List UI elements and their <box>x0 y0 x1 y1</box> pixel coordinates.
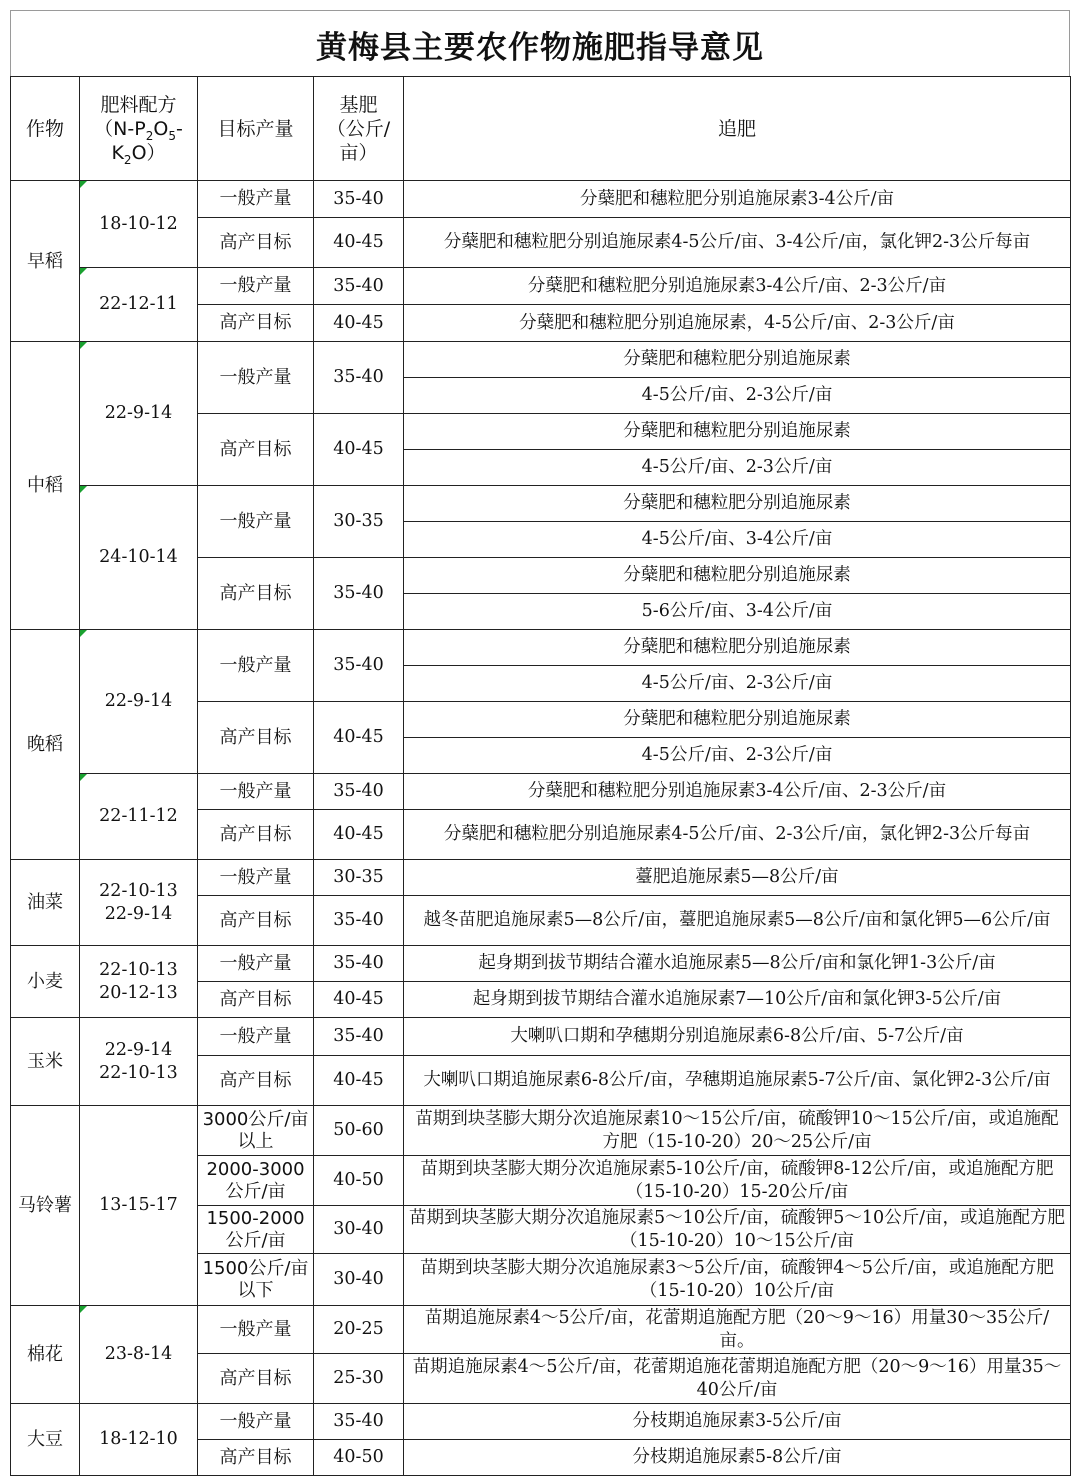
topdress-cell: 4-5公斤/亩、2-3公斤/亩 <box>404 738 1071 774</box>
topdress-cell: 薹肥追施尿素5—8公斤/亩 <box>404 860 1071 896</box>
target-cell: 高产目标 <box>198 702 314 774</box>
header-formula-end: O） <box>131 141 166 164</box>
target-cell: 高产目标 <box>198 558 314 630</box>
base-cell: 35-40 <box>314 342 404 414</box>
formula-line1: 22-10-13 <box>99 880 178 901</box>
topdress-cell: 苗期到块茎膨大期分次追施尿素5～10公斤/亩，硫酸钾5～10公斤/亩，或追施配方肥（15-10-20）10～15公斤/亩 <box>404 1206 1071 1254</box>
target-cell: 一般产量 <box>198 181 314 218</box>
target-cell: 高产目标 <box>198 305 314 342</box>
target-cell: 高产目标 <box>198 414 314 486</box>
target-cell: 一般产量 <box>198 486 314 558</box>
base-cell: 35-40 <box>314 774 404 810</box>
base-cell: 25-30 <box>314 1354 404 1404</box>
header-crop: 作物 <box>11 77 80 181</box>
crop-cell: 小麦 <box>11 946 80 1018</box>
fertilizer-guide-sheet <box>10 10 1070 1468</box>
formula-cell: 22-9-14 <box>80 342 198 486</box>
base-cell: 35-40 <box>314 1404 404 1440</box>
target-cell: 1500公斤/亩以下 <box>198 1254 314 1306</box>
target-cell: 一般产量 <box>198 774 314 810</box>
topdress-cell: 苗期追施尿素4～5公斤/亩，花蕾期追施配方肥（20～9～16）用量30～35公斤/亩。 <box>404 1306 1071 1354</box>
topdress-cell: 分枝期追施尿素3-5公斤/亩 <box>404 1404 1071 1440</box>
header-formula-line3: K <box>111 141 124 164</box>
target-cell: 2000-3000公斤/亩 <box>198 1156 314 1206</box>
base-cell: 40-45 <box>314 414 404 486</box>
formula-cell: 22-9-14 <box>80 630 198 774</box>
header-formula-line1: 肥料配方 <box>100 93 177 116</box>
formula-line1: 22-9-14 <box>104 1039 173 1060</box>
topdress-cell: 分蘖肥和穗粒肥分别追施尿素 <box>404 702 1071 738</box>
target-cell: 一般产量 <box>198 630 314 702</box>
topdress-cell: 4-5公斤/亩、3-4公斤/亩 <box>404 522 1071 558</box>
topdress-cell: 4-5公斤/亩、2-3公斤/亩 <box>404 450 1071 486</box>
topdress-cell: 分蘖肥和穗粒肥分别追施尿素3-4公斤/亩、2-3公斤/亩 <box>404 268 1071 305</box>
topdress-cell: 5-6公斤/亩、3-4公斤/亩 <box>404 594 1071 630</box>
topdress-cell: 苗期到块茎膨大期分次追施尿素10～15公斤/亩，硫酸钾10～15公斤/亩，或追施配方肥（15-10-20）20～25公斤/亩 <box>404 1106 1071 1156</box>
formula-line2: 20-12-13 <box>99 982 178 1003</box>
topdress-cell: 分蘖肥和穗粒肥分别追施尿素4-5公斤/亩、2-3公斤/亩，氯化钾2-3公斤每亩 <box>404 810 1071 860</box>
header-base-line3: 亩） <box>339 141 378 164</box>
crop-cell: 晚稻 <box>11 630 80 860</box>
base-cell: 30-40 <box>314 1206 404 1254</box>
formula-cell: 18-12-10 <box>80 1404 198 1476</box>
topdress-cell: 分枝期追施尿素5-8公斤/亩 <box>404 1440 1071 1476</box>
page-title: 黄梅县主要农作物施肥指导意见 <box>316 29 764 66</box>
target-cell: 1500-2000公斤/亩 <box>198 1206 314 1254</box>
target-cell: 高产目标 <box>198 810 314 860</box>
topdress-cell: 大喇叭口期和孕穗期分别追施尿素6-8公斤/亩、5-7公斤/亩 <box>404 1018 1071 1056</box>
formula-line2: 22-10-13 <box>99 1062 178 1083</box>
crop-cell: 中稻 <box>11 342 80 630</box>
base-cell: 20-25 <box>314 1306 404 1354</box>
base-cell: 35-40 <box>314 268 404 305</box>
base-cell: 35-40 <box>314 558 404 630</box>
table-row <box>11 630 1071 666</box>
base-cell: 30-35 <box>314 486 404 558</box>
formula-cell <box>80 860 198 946</box>
topdress-cell: 分蘖肥和穗粒肥分别追施尿素 <box>404 558 1071 594</box>
base-cell: 40-45 <box>314 702 404 774</box>
crop-cell: 玉米 <box>11 1018 80 1106</box>
target-cell: 一般产量 <box>198 860 314 896</box>
base-cell: 35-40 <box>314 630 404 702</box>
base-cell: 35-40 <box>314 1018 404 1056</box>
topdress-cell: 越冬苗肥追施尿素5—8公斤/亩，薹肥追施尿素5—8公斤/亩和氯化钾5—6公斤/亩 <box>404 896 1071 946</box>
crop-cell: 马铃薯 <box>11 1106 80 1306</box>
topdress-cell: 分蘖肥和穗粒肥分别追施尿素4-5公斤/亩、3-4公斤/亩，氯化钾2-3公斤每亩 <box>404 218 1071 268</box>
formula-cell <box>80 1018 198 1106</box>
target-cell: 一般产量 <box>198 268 314 305</box>
target-cell: 3000公斤/亩以上 <box>198 1106 314 1156</box>
table-row <box>11 1404 1071 1440</box>
header-base-line1: 基肥 <box>339 93 378 116</box>
target-cell: 高产目标 <box>198 896 314 946</box>
formula-cell: 13-15-17 <box>80 1106 198 1306</box>
base-cell: 35-40 <box>314 946 404 982</box>
target-cell: 一般产量 <box>198 342 314 414</box>
topdress-cell: 苗期到块茎膨大期分次追施尿素3～5公斤/亩，硫酸钾4～5公斤/亩，或追施配方肥（15-10-20）10公斤/亩 <box>404 1254 1071 1306</box>
base-cell: 40-45 <box>314 218 404 268</box>
topdress-cell: 分蘖肥和穗粒肥分别追施尿素3-4公斤/亩 <box>404 181 1071 218</box>
table-row <box>11 486 1071 522</box>
header-formula-dash: - <box>175 117 183 140</box>
header-row <box>11 77 1071 181</box>
header-formula-sub1: 2 <box>145 128 154 143</box>
topdress-cell: 分蘖肥和穗粒肥分别追施尿素3-4公斤/亩、2-3公斤/亩 <box>404 774 1071 810</box>
topdress-cell: 4-5公斤/亩、2-3公斤/亩 <box>404 378 1071 414</box>
header-formula-sub2: 5 <box>168 128 176 143</box>
formula-cell: 22-11-12 <box>80 774 198 860</box>
topdress-cell: 分蘖肥和穗粒肥分别追施尿素 <box>404 414 1071 450</box>
target-cell: 一般产量 <box>198 1404 314 1440</box>
topdress-cell: 分蘖肥和穗粒肥分别追施尿素 <box>404 486 1071 522</box>
base-cell: 50-60 <box>314 1106 404 1156</box>
crop-cell: 大豆 <box>11 1404 80 1476</box>
fertilizer-table <box>10 76 1071 1476</box>
formula-cell: 22-12-11 <box>80 268 198 342</box>
target-cell: 一般产量 <box>198 1018 314 1056</box>
crop-cell: 棉花 <box>11 1306 80 1404</box>
target-cell: 高产目标 <box>198 218 314 268</box>
base-cell: 40-45 <box>314 810 404 860</box>
formula-cell: 23-8-14 <box>80 1306 198 1404</box>
topdress-cell: 分蘖肥和穗粒肥分别追施尿素 <box>404 630 1071 666</box>
formula-line1: 22-10-13 <box>99 959 178 980</box>
topdress-cell: 4-5公斤/亩、2-3公斤/亩 <box>404 666 1071 702</box>
formula-cell: 18-10-12 <box>80 181 198 268</box>
header-base-line2: （公斤/ <box>326 117 391 140</box>
header-formula-mid: O <box>153 117 169 140</box>
target-cell: 一般产量 <box>198 1306 314 1354</box>
crop-cell: 油菜 <box>11 860 80 946</box>
base-cell: 40-45 <box>314 1056 404 1106</box>
formula-cell: 24-10-14 <box>80 486 198 630</box>
formula-cell <box>80 946 198 1018</box>
target-cell: 高产目标 <box>198 1056 314 1106</box>
target-cell: 高产目标 <box>198 1354 314 1404</box>
table-row <box>11 860 1071 896</box>
table-row <box>11 774 1071 810</box>
table-row <box>11 1106 1071 1156</box>
table-row <box>11 268 1071 305</box>
topdress-cell: 苗期追施尿素4～5公斤/亩，花蕾期追施花蕾期追施配方肥（20～9～16）用量35～40公斤/亩 <box>404 1354 1071 1404</box>
header-formula-sub3: 2 <box>123 152 132 167</box>
topdress-cell: 起身期到拔节期结合灌水追施尿素7—10公斤/亩和氯化钾3-5公斤/亩 <box>404 982 1071 1018</box>
table-row <box>11 946 1071 982</box>
table-row <box>11 342 1071 378</box>
topdress-cell: 分蘖肥和穗粒肥分别追施尿素，4-5公斤/亩、2-3公斤/亩 <box>404 305 1071 342</box>
header-target: 目标产量 <box>198 77 314 181</box>
table-row <box>11 1306 1071 1354</box>
base-cell: 35-40 <box>314 896 404 946</box>
target-cell: 高产目标 <box>198 982 314 1018</box>
topdress-cell: 大喇叭口期追施尿素6-8公斤/亩，孕穗期追施尿素5-7公斤/亩、氯化钾2-3公斤/亩 <box>404 1056 1071 1106</box>
header-formula <box>80 77 198 181</box>
base-cell: 40-50 <box>314 1440 404 1476</box>
topdress-cell: 分蘖肥和穗粒肥分别追施尿素 <box>404 342 1071 378</box>
table-row <box>11 181 1071 218</box>
base-cell: 40-45 <box>314 305 404 342</box>
base-cell: 30-40 <box>314 1254 404 1306</box>
header-base <box>314 77 404 181</box>
target-cell: 一般产量 <box>198 946 314 982</box>
table-row <box>11 1018 1071 1056</box>
base-cell: 40-45 <box>314 982 404 1018</box>
header-topdress: 追肥 <box>404 77 1071 181</box>
title-box <box>10 10 1070 77</box>
formula-line2: 22-9-14 <box>104 903 173 924</box>
base-cell: 35-40 <box>314 181 404 218</box>
base-cell: 30-35 <box>314 860 404 896</box>
base-cell: 40-50 <box>314 1156 404 1206</box>
header-formula-line2: （N-P <box>94 117 146 140</box>
topdress-cell: 苗期到块茎膨大期分次追施尿素5-10公斤/亩，硫酸钾8-12公斤/亩，或追施配方肥（15-10-20）15-20公斤/亩 <box>404 1156 1071 1206</box>
target-cell: 高产目标 <box>198 1440 314 1476</box>
crop-cell: 早稻 <box>11 181 80 342</box>
topdress-cell: 起身期到拔节期结合灌水追施尿素5—8公斤/亩和氯化钾1-3公斤/亩 <box>404 946 1071 982</box>
